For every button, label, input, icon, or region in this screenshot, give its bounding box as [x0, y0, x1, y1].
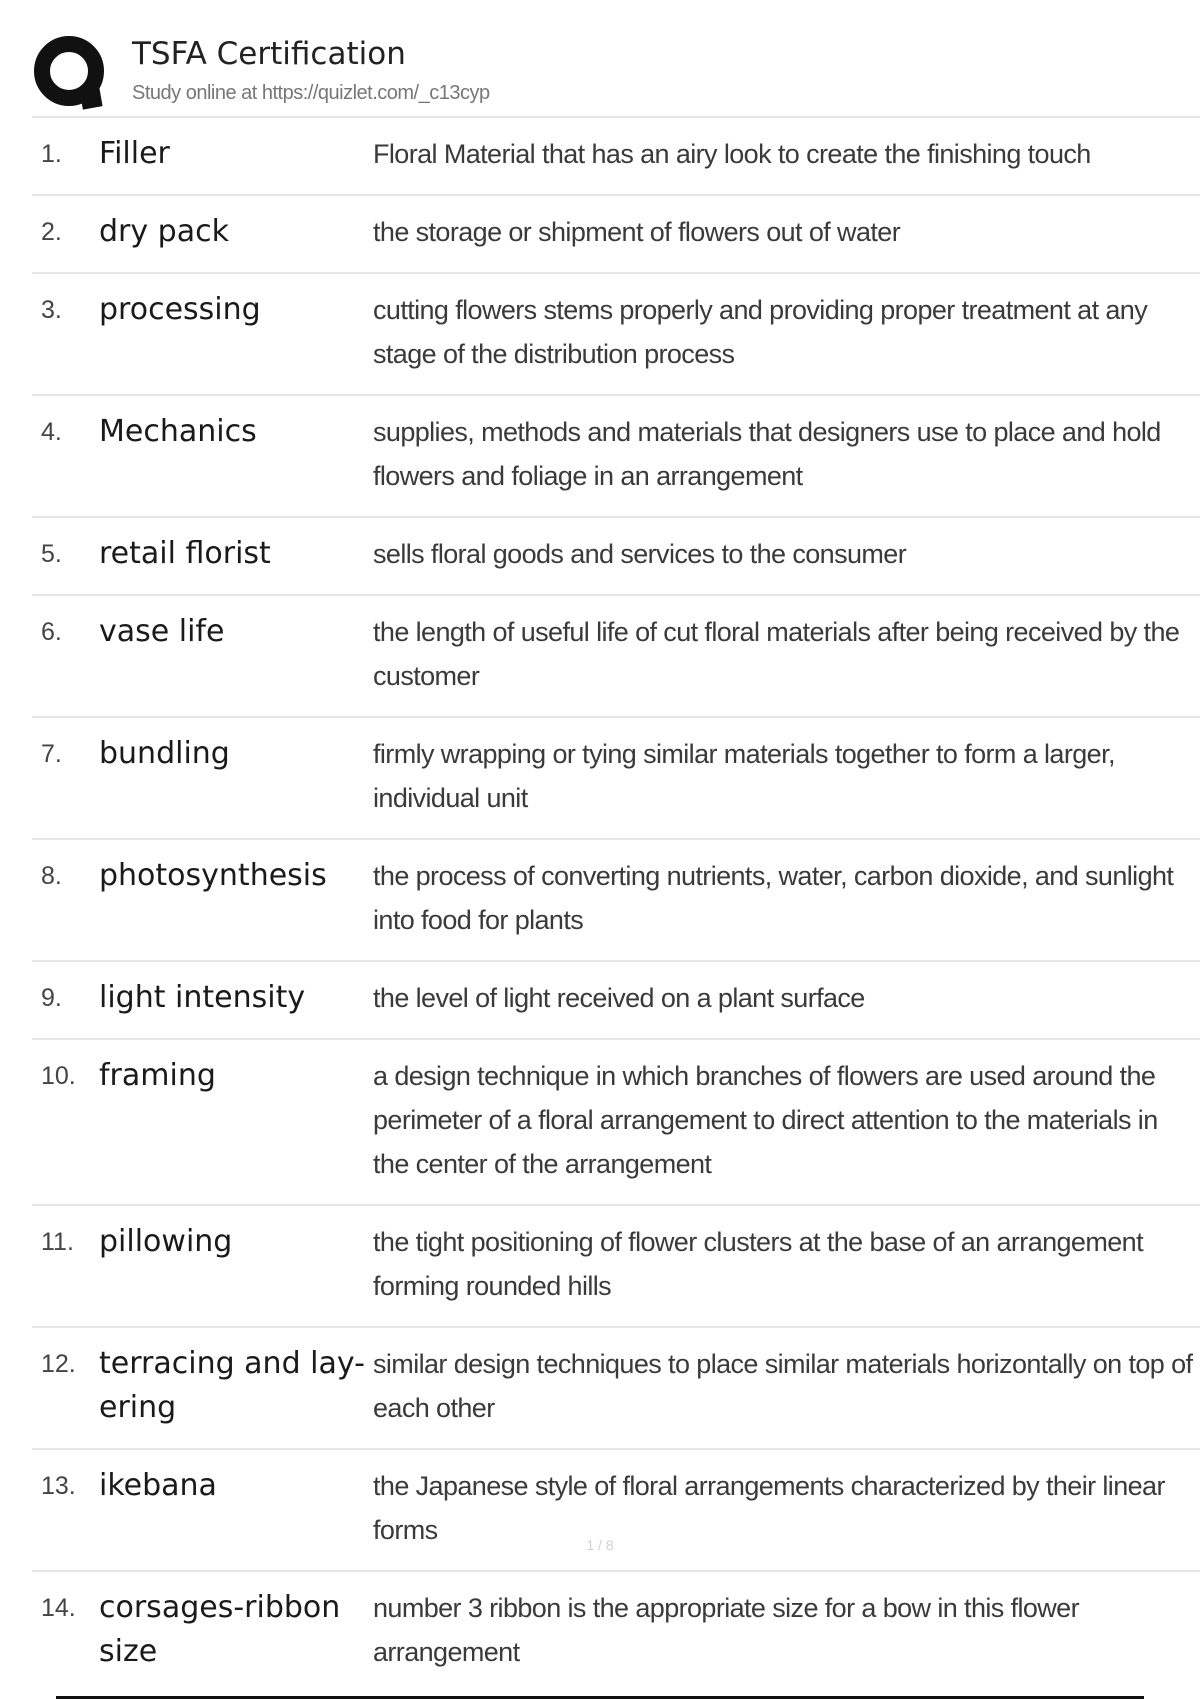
document-header: [32, 30, 1200, 118]
term-word: photosynthesis: [99, 858, 327, 893]
term-row: [32, 518, 1200, 596]
term-definition: the Japanese style of floral arrangements characterized by their linear forms: [373, 1471, 1165, 1545]
term-word: ikebana: [99, 1468, 217, 1503]
term-word: framing: [99, 1058, 216, 1093]
term-word: dry pack: [99, 214, 229, 249]
quizlet-q-logo-icon: [32, 34, 112, 114]
term-definition: the storage or shipment of flowers out of water: [373, 217, 901, 247]
term-row: [32, 118, 1200, 196]
term-number: 13.: [41, 1472, 76, 1500]
term-word: vase life: [99, 614, 225, 649]
term-row: [32, 1450, 1200, 1572]
term-definition: the tight positioning of flower clusters at the base of an arrangement forming rounded hills: [373, 1227, 1143, 1301]
term-list: [32, 118, 1200, 1692]
page-title: TSFA Certification: [132, 36, 406, 72]
term-row: [32, 840, 1200, 962]
term-word: corsages-ribbon size: [99, 1590, 341, 1669]
study-link-text: Study online at https://quizlet.com/_c13cyp: [132, 82, 490, 104]
term-number: 3.: [41, 296, 62, 324]
term-definition: supplies, methods and materials that designers use to place and hold flowers and foliage in an arrangement: [373, 417, 1161, 491]
term-number: 6.: [41, 618, 62, 646]
page-indicator: 1 / 8: [586, 1537, 614, 1553]
term-row: [32, 1206, 1200, 1328]
term-number: 10.: [41, 1062, 76, 1090]
term-row: [32, 1572, 1200, 1692]
term-number: 9.: [41, 984, 62, 1012]
term-row: [32, 396, 1200, 518]
term-definition: Floral Material that has an airy look to create the finishing touch: [373, 139, 1091, 169]
term-word: Filler: [99, 136, 170, 171]
term-number: 8.: [41, 862, 62, 890]
term-definition: a design technique in which branches of flowers are used around the perimeter of a floral arrangement to direct attention to the materials in the center of the arrangement: [373, 1061, 1158, 1179]
term-number: 12.: [41, 1350, 76, 1378]
term-row: [32, 274, 1200, 396]
term-row: [32, 962, 1200, 1040]
term-row: [32, 1328, 1200, 1450]
term-word: bundling: [99, 736, 230, 771]
term-number: 1.: [41, 140, 62, 168]
term-word: light intensity: [99, 980, 306, 1015]
term-definition: similar design techniques to place similar materials horizontally on top of each other: [373, 1349, 1193, 1423]
term-definition: the process of converting nutrients, water, carbon dioxide, and sunlight into food for plants: [373, 861, 1174, 935]
term-number: 2.: [41, 218, 62, 246]
term-definition: the level of light received on a plant surface: [373, 983, 865, 1013]
term-definition: the length of useful life of cut floral materials after being received by the customer: [373, 617, 1180, 691]
term-number: 4.: [41, 418, 62, 446]
term-number: 7.: [41, 740, 62, 768]
term-definition: sells floral goods and services to the consumer: [373, 539, 907, 569]
term-row: [32, 1040, 1200, 1206]
term-row: [32, 718, 1200, 840]
term-word: processing: [99, 292, 261, 327]
bottom-divider: [56, 1696, 1144, 1699]
term-word: retail florist: [99, 536, 271, 571]
term-row: [32, 596, 1200, 718]
term-number: 11.: [41, 1228, 74, 1256]
term-word: Mechanics: [99, 414, 257, 449]
term-row: [32, 196, 1200, 274]
term-definition: firmly wrapping or tying similar materials together to form a larger, individual unit: [373, 739, 1115, 813]
term-definition: number 3 ribbon is the appropriate size for a bow in this flower arrangement: [373, 1593, 1079, 1667]
term-word: terracing and lay-ering: [99, 1346, 365, 1425]
term-word: pillowing: [99, 1224, 233, 1259]
term-number: 5.: [41, 540, 62, 568]
term-definition: cutting flowers stems properly and providing proper treatment at any stage of the distribution process: [373, 295, 1148, 369]
term-number: 14.: [41, 1594, 76, 1622]
